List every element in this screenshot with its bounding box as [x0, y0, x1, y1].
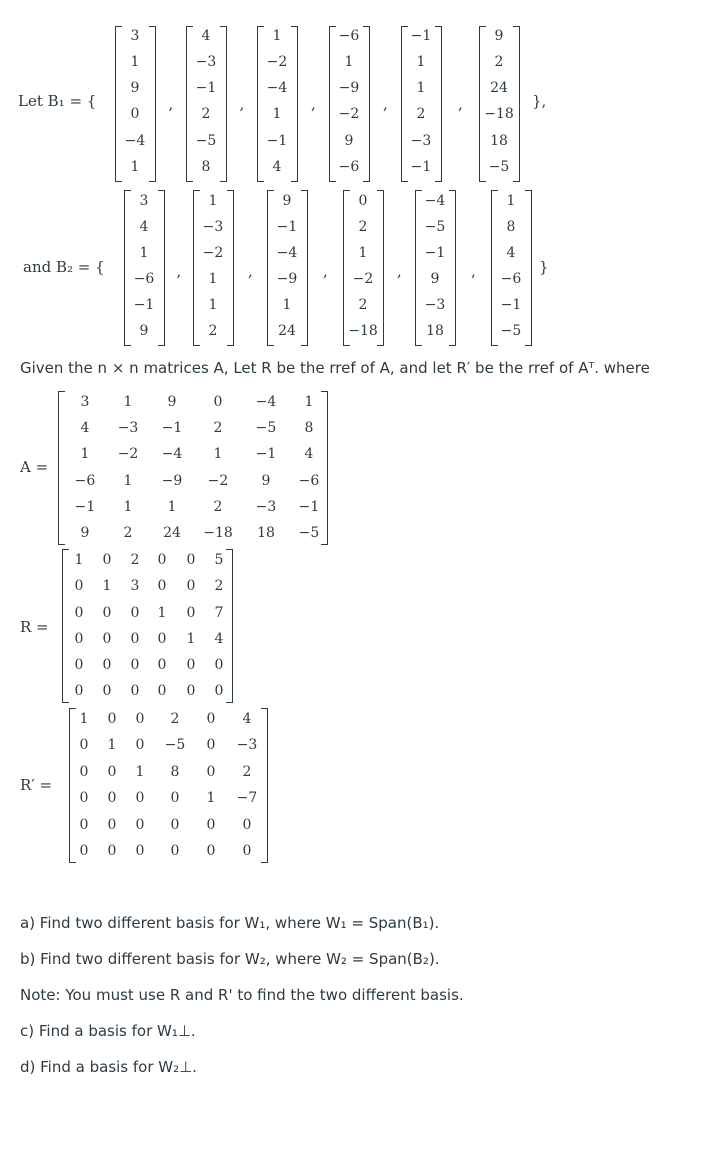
vector-entry: 1: [344, 54, 354, 70]
vector-entry: −6: [338, 159, 360, 175]
matrix-entry: 2: [213, 499, 223, 515]
matrix-entry: 1: [80, 446, 90, 462]
matrix-entry: 1: [74, 552, 84, 568]
matrix-entry: 0: [206, 737, 216, 753]
matrix-entry: 0: [157, 631, 167, 647]
b1-close: },: [532, 92, 547, 110]
vector-entry: −2: [266, 54, 288, 70]
matrix-entry: −2: [117, 446, 139, 462]
matrix-entry: −3: [255, 499, 277, 515]
matrix-entry: −1: [255, 446, 277, 462]
matrix-entry: 2: [170, 711, 180, 727]
vector-separator: ,: [168, 95, 174, 113]
matrix-entry: 0: [107, 711, 117, 727]
vector-entry: −6: [133, 271, 155, 287]
matrix-entry: 2: [123, 525, 133, 541]
matrix-entry: 9: [261, 473, 271, 489]
matrix-entry: 0: [107, 790, 117, 806]
vector-entry: 3: [139, 193, 149, 209]
matrix-entry: 0: [79, 817, 89, 833]
matrix-entry: −2: [207, 473, 229, 489]
vector-entry: −1: [266, 133, 288, 149]
matrix-entry: −6: [298, 473, 320, 489]
matrix-entry: 0: [79, 843, 89, 859]
matrix-entry: 4: [80, 420, 90, 436]
vector-entry: 1: [416, 54, 426, 70]
matrix-entry: 0: [135, 737, 145, 753]
vector-entry: 1: [130, 54, 140, 70]
matrix-entry: 1: [79, 711, 89, 727]
matrix-entry: 0: [213, 394, 223, 410]
matrix-entry: 0: [135, 790, 145, 806]
vector-entry: 8: [506, 219, 516, 235]
vector-separator: ,: [471, 262, 476, 280]
matrix-entry: 4: [304, 446, 314, 462]
vector-entry: 4: [506, 245, 516, 261]
matrix-entry: 8: [304, 420, 314, 436]
matrix-entry: 0: [214, 657, 224, 673]
matrix-entry: 1: [186, 631, 196, 647]
vector-separator: ,: [323, 262, 328, 280]
vector-entry: 1: [208, 271, 218, 287]
matrix-entry: 0: [74, 605, 84, 621]
vector-entry: 2: [416, 106, 426, 122]
vector-entry: 2: [208, 323, 218, 339]
vector-entry: 1: [272, 28, 282, 44]
matrix-entry: 8: [170, 764, 180, 780]
vector-separator: ,: [458, 95, 463, 113]
b1-label: Let B₁ = {: [18, 92, 97, 110]
vector-entry: 4: [201, 28, 211, 44]
matrix-entry: 0: [242, 843, 252, 859]
vector-entry: 8: [201, 159, 211, 175]
question-c: c) Find a basis for W₁⊥.: [20, 1022, 196, 1040]
vector-entry: 1: [208, 193, 218, 209]
matrix-entry: 0: [135, 817, 145, 833]
matrix-entry: −5: [164, 737, 186, 753]
matrix-entry: −1: [161, 420, 183, 436]
vector-entry: 2: [201, 106, 211, 122]
vector-entry: −6: [500, 271, 522, 287]
matrix-entry: 0: [135, 711, 145, 727]
b2-label: and B₂ = {: [23, 258, 105, 276]
matrix-entry: 0: [74, 578, 84, 594]
note: Note: You must use R and R' to find the two different basis.: [20, 986, 464, 1004]
vector-entry: −1: [410, 159, 432, 175]
matrix-right-bracket: [321, 391, 328, 545]
matrix-entry: 0: [206, 817, 216, 833]
matrix-entry: 2: [214, 578, 224, 594]
b2-close: }: [539, 258, 549, 276]
matrix-entry: 0: [74, 683, 84, 699]
vector-entry: −1: [133, 297, 155, 313]
vector-entry: −1: [410, 28, 432, 44]
matrix-entry: 0: [74, 657, 84, 673]
vector-entry: 9: [130, 80, 140, 96]
matrix-entry: −5: [298, 525, 320, 541]
matrix-entry: 3: [130, 578, 140, 594]
matrix-entry: 1: [167, 499, 177, 515]
matrix-entry: 0: [130, 657, 140, 673]
matrix-entry: 1: [123, 473, 133, 489]
vector-entry: −5: [500, 323, 522, 339]
matrix-entry: 0: [206, 711, 216, 727]
matrix-entry: 0: [157, 552, 167, 568]
vector-entry: 18: [426, 323, 444, 339]
matrix-entry: 0: [186, 683, 196, 699]
matrix-entry: 1: [157, 605, 167, 621]
matrix-entry: 0: [157, 683, 167, 699]
matrix-entry: 4: [242, 711, 252, 727]
vector-entry: 3: [130, 28, 140, 44]
matrix-entry: −5: [255, 420, 277, 436]
vector-entry: 9: [282, 193, 292, 209]
vector-entry: 2: [358, 297, 368, 313]
matrix-entry: 2: [242, 764, 252, 780]
vector-entry: −5: [195, 133, 217, 149]
vector-entry: 2: [358, 219, 368, 235]
vector-entry: −6: [338, 28, 360, 44]
matrix-entry: 0: [186, 552, 196, 568]
matrix-entry: 0: [102, 605, 112, 621]
vector-entry: −1: [276, 219, 298, 235]
matrix-rp-label: R′ =: [20, 776, 53, 794]
given-text: Given the n × n matrices A, Let R be the rref of A, and let R′ be the rref of Aᵀ. where: [20, 359, 650, 377]
matrix-entry: −1: [298, 499, 320, 515]
matrix-entry: −18: [203, 525, 233, 541]
vector-entry: 1: [272, 106, 282, 122]
matrix-entry: 1: [206, 790, 216, 806]
vector-entry: 9: [430, 271, 440, 287]
matrix-entry: 0: [130, 683, 140, 699]
matrix-entry: 0: [242, 817, 252, 833]
matrix-entry: 0: [107, 817, 117, 833]
matrix-entry: 0: [206, 764, 216, 780]
vector-entry: 9: [139, 323, 149, 339]
matrix-entry: 0: [107, 843, 117, 859]
matrix-entry: 0: [102, 631, 112, 647]
matrix-entry: −4: [255, 394, 277, 410]
matrix-entry: 0: [157, 657, 167, 673]
matrix-entry: 1: [123, 394, 133, 410]
vector-separator: ,: [397, 262, 402, 280]
vector-separator: ,: [248, 262, 253, 280]
matrix-entry: 1: [213, 446, 223, 462]
vector-entry: 9: [494, 28, 504, 44]
matrix-entry: 0: [186, 605, 196, 621]
vector-entry: −1: [424, 245, 446, 261]
vector-separator: ,: [383, 95, 388, 113]
matrix-entry: 0: [186, 657, 196, 673]
matrix-entry: 0: [214, 683, 224, 699]
vector-entry: 4: [272, 159, 282, 175]
matrix-entry: −3: [236, 737, 258, 753]
matrix-entry: 1: [123, 499, 133, 515]
matrix-entry: 0: [74, 631, 84, 647]
matrix-r-label: R =: [20, 618, 49, 636]
vector-entry: 1: [506, 193, 516, 209]
vector-separator: ,: [311, 95, 316, 113]
matrix-entry: 1: [102, 578, 112, 594]
vector-entry: −1: [500, 297, 522, 313]
vector-entry: −4: [124, 133, 146, 149]
matrix-entry: 4: [214, 631, 224, 647]
matrix-entry: 7: [214, 605, 224, 621]
matrix-a-label: A =: [20, 458, 49, 476]
vector-entry: −9: [338, 80, 360, 96]
matrix-entry: 0: [170, 817, 180, 833]
vector-entry: −5: [488, 159, 510, 175]
vector-entry: 18: [490, 133, 508, 149]
vector-entry: 24: [490, 80, 508, 96]
vector-entry: −4: [276, 245, 298, 261]
vector-entry: 1: [358, 245, 368, 261]
matrix-right-bracket: [261, 708, 268, 863]
matrix-entry: −4: [161, 446, 183, 462]
matrix-entry: 0: [170, 790, 180, 806]
vector-entry: 1: [282, 297, 292, 313]
vector-entry: 1: [208, 297, 218, 313]
given-statement: [20, 359, 650, 377]
matrix-entry: 0: [130, 631, 140, 647]
matrix-entry: 24: [163, 525, 181, 541]
vector-separator: ,: [176, 262, 182, 280]
vector-entry: −2: [202, 245, 224, 261]
vector-entry: −18: [348, 323, 378, 339]
matrix-entry: 0: [135, 843, 145, 859]
matrix-entry: 1: [135, 764, 145, 780]
matrix-entry: 9: [167, 394, 177, 410]
matrix-entry: 2: [213, 420, 223, 436]
vector-entry: 1: [416, 80, 426, 96]
matrix-left-bracket: [69, 708, 76, 863]
vector-entry: 0: [358, 193, 368, 209]
matrix-entry: 0: [107, 764, 117, 780]
matrix-left-bracket: [58, 391, 65, 545]
vector-entry: 9: [344, 133, 354, 149]
vector-entry: 1: [139, 245, 149, 261]
matrix-entry: −7: [236, 790, 258, 806]
question-d: d) Find a basis for W₂⊥.: [20, 1058, 197, 1076]
matrix-entry: 0: [170, 843, 180, 859]
vector-entry: 0: [130, 106, 140, 122]
matrix-entry: 9: [80, 525, 90, 541]
matrix-entry: −3: [117, 420, 139, 436]
vector-entry: 24: [278, 323, 296, 339]
vector-entry: −2: [338, 106, 360, 122]
question-b: b) Find two different basis for W₂, where W₂ = Span(B₂).: [20, 950, 440, 968]
matrix-entry: 0: [102, 683, 112, 699]
matrix-entry: 5: [214, 552, 224, 568]
vector-entry: −4: [266, 80, 288, 96]
matrix-entry: 1: [304, 394, 314, 410]
vector-entry: −3: [424, 297, 446, 313]
vector-entry: −18: [484, 106, 514, 122]
matrix-entry: 0: [102, 552, 112, 568]
matrix-right-bracket: [226, 549, 233, 703]
matrix-entry: 0: [186, 578, 196, 594]
vector-entry: 4: [139, 219, 149, 235]
matrix-entry: 0: [102, 657, 112, 673]
question-a: a) Find two different basis for W₁, where W₁ = Span(B₁).: [20, 914, 440, 932]
matrix-entry: −1: [74, 499, 96, 515]
matrix-entry: 0: [79, 764, 89, 780]
matrix-entry: −6: [74, 473, 96, 489]
matrix-entry: 1: [107, 737, 117, 753]
vector-entry: −1: [195, 80, 217, 96]
vector-entry: 2: [494, 54, 504, 70]
matrix-entry: 18: [257, 525, 275, 541]
vector-entry: −3: [410, 133, 432, 149]
vector-entry: −4: [424, 193, 446, 209]
matrix-entry: 0: [157, 578, 167, 594]
matrix-entry: −9: [161, 473, 183, 489]
vector-entry: −2: [352, 271, 374, 287]
vector-entry: −3: [202, 219, 224, 235]
matrix-entry: 0: [130, 605, 140, 621]
matrix-entry: 0: [79, 790, 89, 806]
matrix-entry: 2: [130, 552, 140, 568]
vector-entry: 1: [130, 159, 140, 175]
vector-entry: −3: [195, 54, 217, 70]
vector-separator: ,: [239, 95, 245, 113]
matrix-entry: 3: [80, 394, 90, 410]
matrix-left-bracket: [62, 549, 69, 703]
matrix-entry: 0: [206, 843, 216, 859]
vector-entry: −9: [276, 271, 298, 287]
vector-entry: −5: [424, 219, 446, 235]
matrix-entry: 0: [79, 737, 89, 753]
